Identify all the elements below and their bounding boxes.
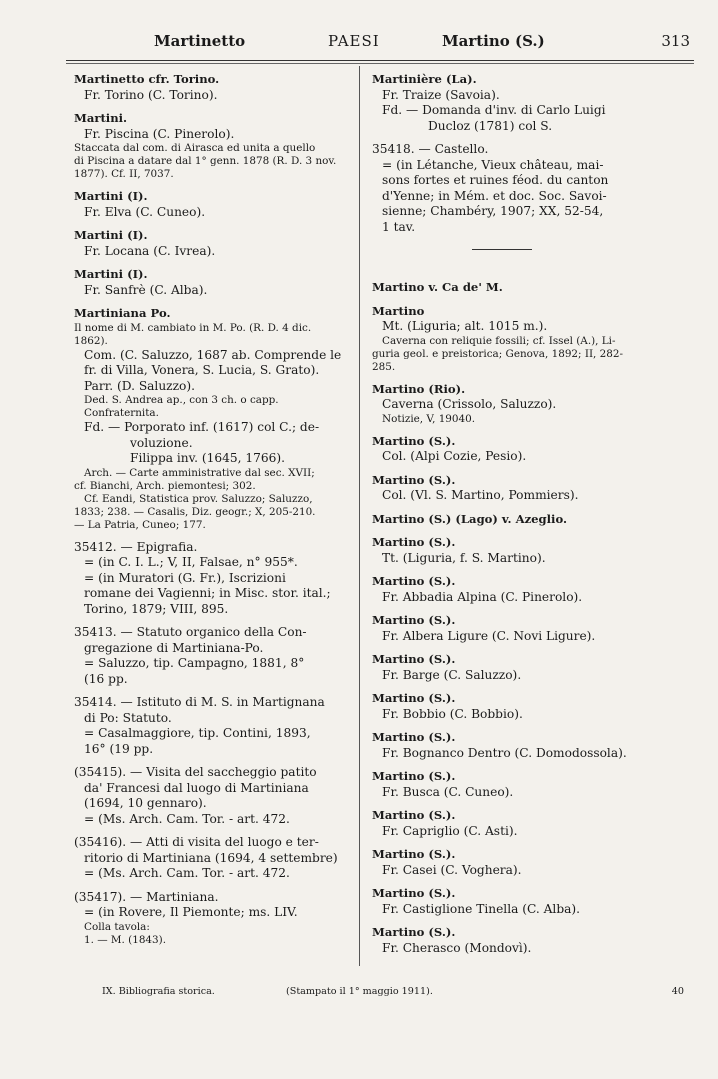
entry-line: Caverna (Crissolo, Saluzzo). <box>382 397 557 411</box>
entry-line: Col. (Alpi Cozie, Pesio). <box>382 449 527 463</box>
entry-line: Fr. Castiglione Tinella (C. Alba). <box>382 901 581 916</box>
entry-line: Tt. (Liguria, f. S. Martino). <box>382 550 546 565</box>
section-separator <box>472 249 532 250</box>
entry-heading: Martini (I). <box>74 189 148 203</box>
entry-line: Fr. Traize (Savoia). <box>382 87 500 102</box>
entry-line: Fr. Abbadia Alpina (C. Pinerolo). <box>382 589 583 604</box>
entry-heading: Martini. <box>74 111 128 125</box>
entry-heading: Martino (S.) (Lago) v. Azeglio. <box>372 511 568 526</box>
running-head-right: Martino (S.) <box>442 32 545 50</box>
entry-line: 16° (19 pp. <box>84 741 154 756</box>
right-column <box>372 72 696 956</box>
bibliography-entry: 35414. — Istituto di M. S. in Martignana <box>74 695 325 709</box>
entry-heading: Martini (I). <box>74 228 148 242</box>
entry-line: Fr. Busca (C. Cuneo). <box>382 784 514 799</box>
entry-note: Notizie, V, 19040. <box>382 412 476 425</box>
entry-note: 1877). Cf. II, 7037. <box>74 168 174 180</box>
entry-heading: Martinetto cfr. Torino. <box>74 72 220 86</box>
entry-line: Torino, 1879; VIII, 895. <box>84 601 229 616</box>
entry-line: = (in Muratori (G. Fr.), Iscrizioni <box>84 570 286 585</box>
entry-line: = (in Létanche, Vieux château, mai- <box>382 157 604 172</box>
entry-note: Arch. — Carte amministrative dal sec. XVII; <box>84 466 315 479</box>
entry-line: romane dei Vagienni; in Misc. stor. ital.; <box>84 586 331 600</box>
running-head-left: Martinetto <box>154 32 246 50</box>
page-number: 313 <box>661 32 690 50</box>
entry-line: = Casalmaggiore, tip. Contini, 1893, <box>84 726 311 740</box>
bibliography-entry: (35417). — Martiniana. <box>74 889 219 904</box>
entry-note: 1862). <box>74 334 108 347</box>
entry-note: Cf. Eandi, Statistica prov. Saluzzo; Saluzzo, <box>84 492 313 505</box>
bibliography-entry: (35415). — Visita del saccheggio patito <box>74 765 317 779</box>
entry-line: da' Francesi dal luogo di Martiniana <box>84 780 309 795</box>
entry-heading: Martino (S.). <box>372 808 456 822</box>
entry-heading: Martino (S.). <box>372 886 456 900</box>
entry-heading: Martino (S.). <box>372 433 456 448</box>
entry-line: Com. (C. Saluzzo, 1687 ab. Comprende le <box>84 347 342 362</box>
entry-line: Fr. Piscina (C. Pinerolo). <box>84 126 235 141</box>
entry-line: = (in Rovere, Il Piemonte; ms. LIV. <box>84 905 298 919</box>
entry-note: guria geol. e preistorica; Genova, 1892; II, 282- <box>372 347 624 360</box>
entry-line: = Saluzzo, tip. Campagno, 1881, 8° <box>84 656 305 670</box>
footer-signature: 40 <box>671 986 684 997</box>
entry-line: Fd. — Porporato inf. (1617) col C.; de- <box>84 420 320 434</box>
entry-continuation: Filippa inv. (1645, 1766). <box>130 451 285 465</box>
entry-heading: Martino (S.). <box>372 472 456 487</box>
entry-line: ritorio di Martiniana (1694, 4 settembre) <box>84 850 338 865</box>
entry-line: Mt. (Liguria; alt. 1015 m.). <box>382 319 548 333</box>
entry-heading: Martino (S.). <box>372 847 456 861</box>
entry-heading: Martino (S.). <box>372 613 456 627</box>
entry-line: Fr. Cherasco (Mondovì). <box>382 940 532 955</box>
entry-line: Fr. Albera Ligure (C. Novi Ligure). <box>382 628 596 643</box>
entry-note: Ded. S. Andrea ap., con 3 ch. o capp. <box>84 394 279 406</box>
header-rule-thin <box>66 63 694 64</box>
entry-note: Caverna con reliquie fossili; cf. Issel (A.), Li- <box>382 334 616 347</box>
entry-line: Fr. Bobbio (C. Bobbio). <box>382 706 523 721</box>
entry-note: Staccata dal com. di Airasca ed unita a quello <box>74 142 316 154</box>
entry-line: (16 pp. <box>84 671 128 686</box>
column-divider <box>359 66 360 966</box>
entry-heading: Martino (Rio). <box>372 381 466 396</box>
bibliography-entry: 35412. — Epigrafia. <box>74 539 198 554</box>
entry-note: 1833; 238. — Casalis, Diz. geogr.; X, 205-210. <box>74 505 316 518</box>
entry-line: fr. di Villa, Vonera, S. Lucia, S. Grato). <box>84 363 320 377</box>
entry-line: Fr. Capriglio (C. Asti). <box>382 823 518 838</box>
entry-note: di Piscina a datare dal 1° genn. 1878 (R. D. 3 nov. <box>74 155 337 167</box>
entry-heading: Martino (S.). <box>372 652 456 666</box>
entry-line: di Po: Statuto. <box>84 710 172 725</box>
entry-line: Parr. (D. Saluzzo). <box>84 378 195 393</box>
entry-line: = (Ms. Arch. Cam. Tor. - art. 472. <box>84 811 290 826</box>
entry-heading: Martino v. Ca de' M. <box>372 280 503 294</box>
entry-continuation: voluzione. <box>130 435 193 450</box>
left-column <box>74 72 351 947</box>
page-header <box>62 26 694 62</box>
entry-heading: Martino (S.). <box>372 574 456 588</box>
entry-line: Fr. Barge (C. Saluzzo). <box>382 667 522 682</box>
entry-continuation: Ducloz (1781) col S. <box>428 118 553 133</box>
running-head-section: PAESI <box>328 32 380 50</box>
entry-line: 1 tav. <box>382 219 416 234</box>
entry-heading: Martiniana Po. <box>74 306 171 320</box>
entry-line: Fr. Locana (C. Ivrea). <box>84 243 216 258</box>
entry-heading: Martino (S.). <box>372 769 456 783</box>
bibliography-entry: 35418. — Castello. <box>372 142 489 156</box>
entry-line: Fr. Casei (C. Voghera). <box>382 862 522 877</box>
entry-line: sienne; Chambéry, 1907; XX, 52-54, <box>382 204 604 218</box>
entry-heading: Martino <box>372 303 425 318</box>
entry-note: Confraternita. <box>84 407 159 419</box>
entry-line: d'Yenne; in Mém. et doc. Soc. Savoi- <box>382 188 607 203</box>
entry-line: gregazione di Martiniana-Po. <box>84 640 264 655</box>
footer-print-date: (Stampato il 1° maggio 1911). <box>286 986 433 997</box>
entry-line: = (Ms. Arch. Cam. Tor. - art. 472. <box>84 866 290 880</box>
entry-heading: Martino (S.). <box>372 691 456 705</box>
entry-line: Fr. Elva (C. Cuneo). <box>84 204 206 219</box>
entry-heading: Martino (S.). <box>372 925 456 939</box>
entry-note: 285. <box>372 360 396 373</box>
entry-line: Fr. Torino (C. Torino). <box>84 87 218 102</box>
entry-note: 1. — M. (1843). <box>84 933 167 946</box>
entry-note: Il nome di M. cambiato in M. Po. (R. D. 4 dic. <box>74 321 312 334</box>
header-rule <box>66 60 694 61</box>
entry-heading: Martino (S.). <box>372 535 456 549</box>
entry-line: Fr. Bognanco Dentro (C. Domodossola). <box>382 745 627 760</box>
entry-heading: Martino (S.). <box>372 730 456 744</box>
entry-heading: Martini (I). <box>74 267 148 281</box>
bibliography-entry: (35416). — Atti di visita del luogo e ter- <box>74 835 319 849</box>
entry-line: (1694, 10 gennaro). <box>84 796 207 810</box>
entry-line: sons fortes et ruines féod. du canton <box>382 173 609 187</box>
entry-line: = (in C. I. L.; V, II, Falsae, n° 955*. <box>84 555 298 569</box>
entry-line: Col. (Vl. S. Martino, Pommiers). <box>382 488 579 502</box>
entry-note: cf. Bianchi, Arch. piemontesi; 302. <box>74 479 256 492</box>
footer-section: IX. Bibliografia storica. <box>102 986 215 997</box>
entry-note: — La Patria, Cuneo; 177. <box>74 518 206 531</box>
bibliography-entry: 35413. — Statuto organico della Con- <box>74 625 307 639</box>
entry-note: Colla tavola: <box>84 920 150 933</box>
entry-line: Fr. Sanfrè (C. Alba). <box>84 282 208 297</box>
entry-heading: Martinière (La). <box>372 72 477 86</box>
entry-line: Fd. — Domanda d'inv. di Carlo Luigi <box>382 103 606 117</box>
